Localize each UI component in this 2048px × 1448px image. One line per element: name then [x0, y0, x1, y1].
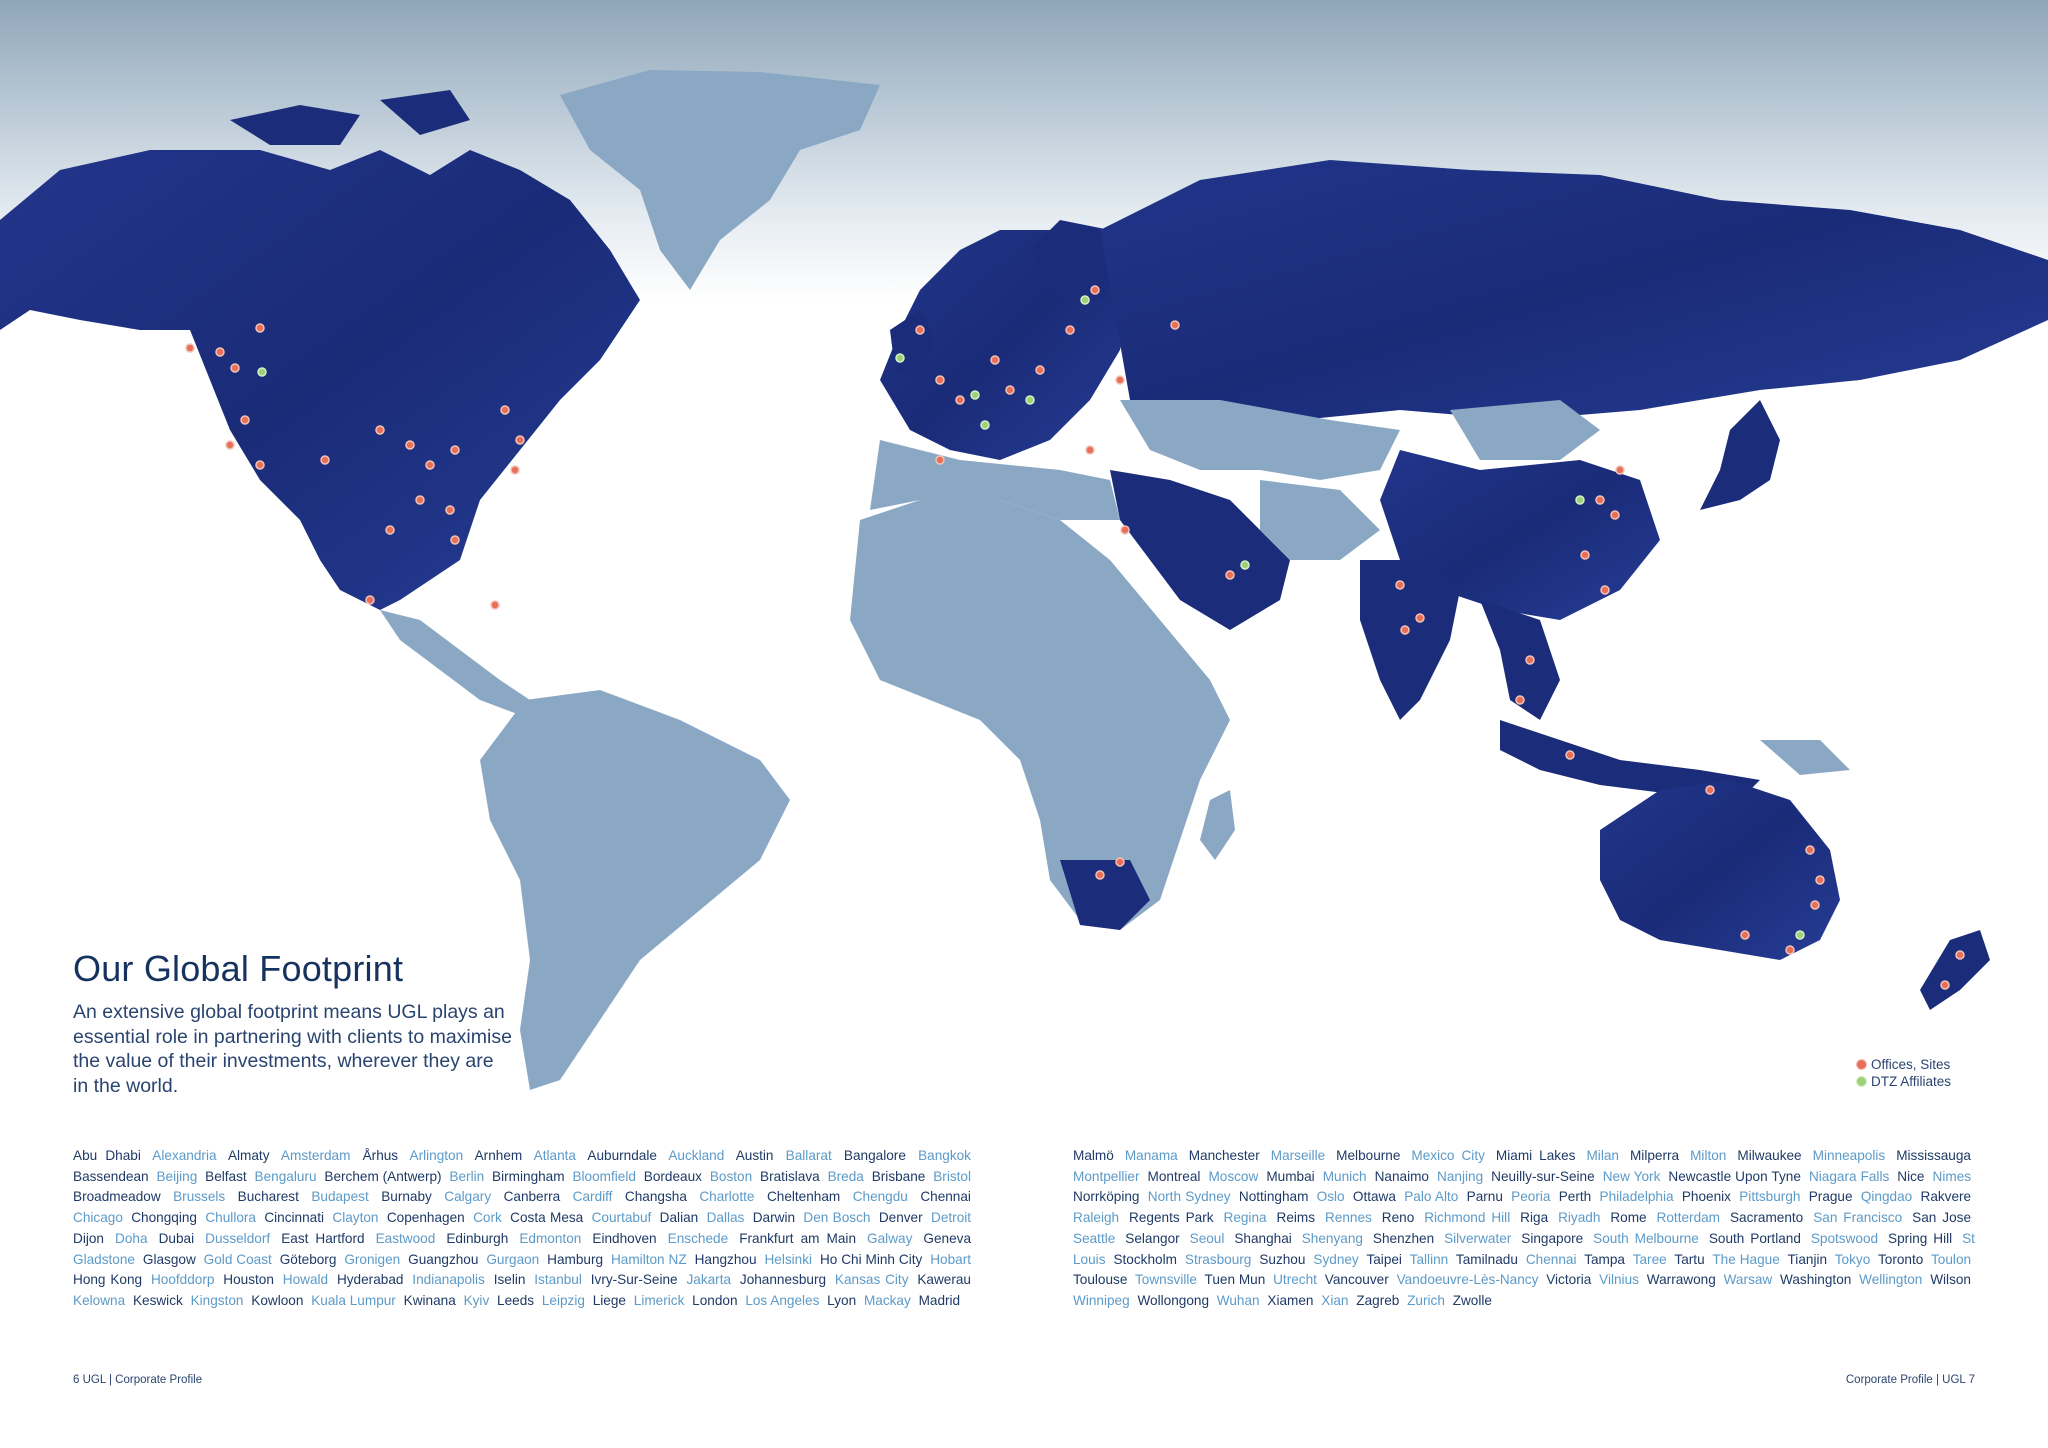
city-name: Chicago — [73, 1210, 123, 1226]
south-america — [480, 690, 790, 1090]
city-name: Regina — [1223, 1210, 1267, 1226]
city-name: Hobart — [930, 1251, 972, 1267]
city-name: Arlington — [409, 1148, 464, 1163]
city-name: Winnipeg — [1073, 1292, 1130, 1308]
city-name: Victoria — [1546, 1272, 1592, 1288]
city-name: Rakvere — [1920, 1189, 1972, 1205]
city-name: North Sydney — [1147, 1189, 1231, 1205]
city-name: Nottingham — [1238, 1189, 1309, 1205]
city-name: Bloomfield — [572, 1168, 636, 1184]
city-name: Liege — [592, 1292, 626, 1308]
city-name: Reno — [1381, 1210, 1415, 1226]
city-name: Pittsburgh — [1739, 1189, 1801, 1205]
papua-new-guinea — [1760, 740, 1850, 775]
city-name: Houston — [223, 1272, 274, 1288]
city-name: Abu Dhabi — [73, 1148, 141, 1163]
city-name: Xian — [1321, 1292, 1349, 1308]
city-name: Guangzhou — [408, 1251, 479, 1267]
city-name: Cheltenham — [766, 1189, 841, 1205]
city-name: Enschede — [667, 1230, 729, 1246]
city-name: Eindhoven — [592, 1230, 657, 1246]
city-name: Copenhagen — [386, 1210, 465, 1226]
city-name: Brisbane — [871, 1168, 926, 1184]
city-name: Hyderabad — [336, 1272, 404, 1288]
city-name: Spring Hill — [1888, 1230, 1953, 1246]
city-name: Budapest — [311, 1189, 369, 1205]
city-name: Sydney — [1313, 1251, 1359, 1267]
city-name: Shenzhen — [1372, 1230, 1435, 1246]
city-name: Milan — [1586, 1148, 1619, 1163]
city-name: Vancouver — [1324, 1272, 1389, 1288]
city-name: Kwinana — [403, 1292, 456, 1308]
city-name: Courtabuf — [591, 1210, 652, 1226]
city-name: Atlanta — [533, 1148, 576, 1163]
city-name: Changsha — [624, 1189, 687, 1205]
city-name: Nimes — [1932, 1168, 1972, 1184]
city-name: Silverwater — [1444, 1230, 1512, 1246]
city-name: Austin — [735, 1148, 774, 1163]
city-name: Newcastle Upon Tyne — [1668, 1168, 1801, 1184]
city-name: Mumbai — [1266, 1168, 1315, 1184]
city-name: Milwaukee — [1737, 1148, 1802, 1163]
city-name: Dijon — [73, 1230, 104, 1246]
city-name: Miami Lakes — [1495, 1148, 1576, 1163]
city-name: Amsterdam — [280, 1148, 351, 1163]
city-name: Vandoeuvre-Lès-Nancy — [1396, 1272, 1539, 1288]
city-name: Gold Coast — [203, 1251, 272, 1267]
city-name: Limerick — [633, 1292, 685, 1308]
city-name: Rome — [1610, 1210, 1647, 1226]
city-name: Chennai — [920, 1189, 971, 1205]
city-name: Den Bosch — [803, 1210, 871, 1226]
city-name: Toulouse — [1073, 1272, 1128, 1288]
city-name: Spotswood — [1810, 1230, 1879, 1246]
city-name: Montreal — [1147, 1168, 1201, 1184]
city-name: Taipei — [1366, 1251, 1402, 1267]
city-name: Alexandria — [152, 1148, 217, 1163]
city-name: Bratislava — [760, 1168, 820, 1184]
city-name: Canberra — [503, 1189, 561, 1205]
footer-right: Corporate Profile | UGL 7 — [1845, 1374, 1975, 1386]
city-name: Manama — [1124, 1148, 1178, 1163]
city-list-right — [1073, 1146, 1975, 1312]
city-name: Darwin — [752, 1210, 796, 1226]
city-name: Berchem (Antwerp) — [324, 1168, 442, 1184]
city-name: Kelowna — [73, 1292, 126, 1308]
city-name: Denver — [878, 1210, 923, 1226]
city-name: Broadmeadow — [73, 1189, 161, 1205]
city-name: Townsville — [1135, 1272, 1197, 1288]
city-name: Seoul — [1189, 1230, 1225, 1246]
footer-left: 6 UGL | Corporate Profile — [73, 1374, 203, 1386]
city-name: Kawerau — [917, 1272, 971, 1288]
office-marker-icon — [1856, 1059, 1867, 1070]
city-name: Los Angeles — [745, 1292, 820, 1308]
city-name: Edmonton — [519, 1230, 582, 1246]
city-name: Wuhan — [1216, 1292, 1260, 1308]
city-name: Breda — [827, 1168, 864, 1184]
city-name: South Portland — [1708, 1230, 1801, 1246]
city-name: Washington — [1780, 1272, 1852, 1288]
city-name: Istanbul — [534, 1272, 582, 1288]
city-name: Frankfurt am Main — [739, 1230, 856, 1246]
city-name: Chullora — [205, 1210, 256, 1226]
city-name: Xiamen — [1267, 1292, 1314, 1308]
legend-offices-label: Offices, Sites — [1871, 1057, 1951, 1072]
city-name: East Hartford — [281, 1230, 365, 1246]
city-name: Chengdu — [852, 1189, 908, 1205]
city-name: South Melbourne — [1593, 1230, 1699, 1246]
india — [1360, 560, 1460, 720]
city-name: Jakarta — [686, 1272, 732, 1288]
city-name: Tallinn — [1409, 1251, 1449, 1267]
city-name: Gronigen — [344, 1251, 401, 1267]
city-name: Reims — [1276, 1210, 1316, 1226]
iran — [1260, 480, 1380, 560]
city-name: Munich — [1322, 1168, 1367, 1184]
city-name: Berlin — [449, 1168, 485, 1184]
city-name: Ballarat — [785, 1148, 832, 1163]
city-name: Mexico City — [1411, 1148, 1485, 1163]
city-name: Howald — [282, 1272, 329, 1288]
city-name: Göteborg — [279, 1251, 337, 1267]
city-name: Dusseldorf — [205, 1230, 271, 1246]
city-name: Milton — [1690, 1148, 1727, 1163]
arctic-islands — [230, 90, 470, 145]
city-name: Nanjing — [1437, 1168, 1484, 1184]
legend-affiliates — [1856, 1073, 1951, 1090]
city-name: Charlotte — [699, 1189, 755, 1205]
city-name: Doha — [115, 1230, 148, 1246]
city-name: San Francisco — [1813, 1210, 1903, 1226]
city-name: Singapore — [1521, 1230, 1584, 1246]
city-name: Calgary — [444, 1189, 492, 1205]
city-name: Malmö — [1073, 1148, 1114, 1163]
north-america — [0, 150, 640, 610]
city-name: Århus — [362, 1148, 399, 1163]
city-name: Kyiv — [463, 1292, 490, 1308]
city-name: Chongqing — [131, 1210, 197, 1226]
city-name: Costa Mesa — [510, 1210, 584, 1226]
city-name: The Hague — [1712, 1251, 1780, 1267]
city-name: Ivry-Sur-Seine — [590, 1272, 678, 1288]
city-name: Dubai — [158, 1230, 195, 1246]
city-name: Perth — [1558, 1189, 1592, 1205]
city-name: Kowloon — [251, 1292, 304, 1308]
city-name: Glasgow — [142, 1251, 196, 1267]
legend-affiliates-label: DTZ Affiliates — [1871, 1074, 1952, 1089]
city-name: Cardiff — [572, 1189, 613, 1205]
city-name: Manchester — [1188, 1148, 1260, 1163]
city-name: Wellington — [1859, 1272, 1923, 1288]
city-name: Nanaimo — [1374, 1168, 1429, 1184]
city-name: Burnaby — [381, 1189, 432, 1205]
city-name: Mackay — [863, 1292, 911, 1308]
city-name: Tokyo — [1834, 1251, 1871, 1267]
city-name: Helsinki — [764, 1251, 813, 1267]
city-name: Brussels — [173, 1189, 226, 1205]
city-name: Bristol — [933, 1168, 971, 1184]
city-name: Beijing — [156, 1168, 198, 1184]
city-name: Toulon — [1931, 1251, 1972, 1267]
city-name: Norrköping — [1073, 1189, 1140, 1205]
city-name: Gladstone — [73, 1251, 135, 1267]
city-name: Warrawong — [1646, 1272, 1716, 1288]
city-name: Ho Chi Minh City — [819, 1251, 923, 1267]
city-name: Almaty — [227, 1148, 270, 1163]
city-name: St Louis — [1073, 1230, 1975, 1267]
city-name: Montpellier — [1073, 1168, 1140, 1184]
city-name: Gurgaon — [486, 1251, 540, 1267]
city-name: Hoofddorp — [150, 1272, 215, 1288]
city-name: Wilson — [1930, 1272, 1971, 1288]
city-name: Eastwood — [375, 1230, 436, 1246]
city-name: Tamilnadu — [1455, 1251, 1518, 1267]
city-name: Selangor — [1125, 1230, 1180, 1246]
city-name: Regents Park — [1129, 1210, 1214, 1226]
city-name: London — [692, 1292, 738, 1308]
city-name: Shenyang — [1301, 1230, 1363, 1246]
city-name: Niagara Falls — [1808, 1168, 1890, 1184]
city-name: Kuala Lumpur — [311, 1292, 396, 1308]
city-name: Toronto — [1877, 1251, 1924, 1267]
city-name: New York — [1602, 1168, 1661, 1184]
city-name: Zurich — [1407, 1292, 1445, 1308]
city-name: Galway — [867, 1230, 913, 1246]
city-name: Rennes — [1324, 1210, 1372, 1226]
city-name: Bucharest — [237, 1189, 299, 1205]
city-name: San Jose — [1912, 1210, 1972, 1226]
city-name: Riyadh — [1558, 1210, 1601, 1226]
city-name: Kansas City — [834, 1272, 909, 1288]
city-name: Riga — [1520, 1210, 1549, 1226]
city-name: Tuen Mun — [1204, 1272, 1266, 1288]
city-name: Warsaw — [1723, 1272, 1773, 1288]
city-list-left — [73, 1146, 975, 1312]
city-name: Phoenix — [1681, 1189, 1731, 1205]
city-name: Palo Alto — [1404, 1189, 1459, 1205]
city-name: Cincinnati — [264, 1210, 325, 1226]
city-name: Shanghai — [1234, 1230, 1292, 1246]
city-name: Leipzig — [541, 1292, 585, 1308]
city-name: Boston — [709, 1168, 753, 1184]
intro-paragraph: An extensive global footprint means UGL plays an essential role in partnering with clients to maximise the value of their investments, wherever they are in the world. — [73, 1001, 512, 1097]
city-name: Birmingham — [492, 1168, 565, 1184]
city-name: Prague — [1808, 1189, 1853, 1205]
city-name: Johannesburg — [739, 1272, 827, 1288]
city-name: Taree — [1632, 1251, 1667, 1267]
city-name: Stockholm — [1113, 1251, 1177, 1267]
city-name: Bangkok — [918, 1148, 971, 1163]
city-name: Bengaluru — [254, 1168, 317, 1184]
city-name: Philadelphia — [1599, 1189, 1674, 1205]
city-name: Dalian — [659, 1210, 699, 1226]
city-name: Hamilton NZ — [610, 1251, 687, 1267]
city-name: Milperra — [1629, 1148, 1680, 1163]
city-name: Cork — [473, 1210, 502, 1226]
city-name: Belfast — [205, 1168, 247, 1184]
city-name: Auburndale — [587, 1148, 657, 1163]
city-name: Madrid — [918, 1292, 961, 1308]
city-name: Hamburg — [547, 1251, 604, 1267]
city-name: Bassendean — [73, 1168, 149, 1184]
new-zealand — [1920, 930, 1990, 1010]
city-name: Wollongong — [1137, 1292, 1209, 1308]
city-name: Utrecht — [1273, 1272, 1317, 1288]
city-name: Rotterdam — [1656, 1210, 1721, 1226]
city-name: Zagreb — [1356, 1292, 1400, 1308]
city-name: Arnhem — [474, 1148, 523, 1163]
city-name: Edinburgh — [446, 1230, 509, 1246]
city-name: Parnu — [1466, 1189, 1503, 1205]
city-name: Melbourne — [1336, 1148, 1401, 1163]
city-name: Richmond Hill — [1424, 1210, 1511, 1226]
city-name: Nice — [1897, 1168, 1925, 1184]
city-name: Bangalore — [843, 1148, 906, 1163]
city-name: Tianjin — [1787, 1251, 1828, 1267]
city-name: Detroit — [931, 1210, 972, 1226]
city-name: Bordeaux — [643, 1168, 702, 1184]
japan — [1700, 400, 1780, 510]
city-name: Mississauga — [1896, 1148, 1971, 1163]
central-america — [380, 610, 530, 715]
city-name: Raleigh — [1073, 1210, 1120, 1226]
city-name: Iselin — [493, 1272, 526, 1288]
city-name: Indianapolis — [412, 1272, 485, 1288]
city-name: Auckland — [668, 1148, 725, 1163]
city-name: Vilnius — [1599, 1272, 1639, 1288]
city-name: Keswick — [132, 1292, 183, 1308]
city-name: Seattle — [1073, 1230, 1116, 1246]
city-name: Geneva — [923, 1230, 972, 1246]
city-name: Dallas — [706, 1210, 745, 1226]
city-name: Strasbourg — [1184, 1251, 1252, 1267]
city-name: Lyon — [827, 1292, 857, 1308]
city-name: Suzhou — [1259, 1251, 1306, 1267]
city-name: Leeds — [497, 1292, 535, 1308]
city-name: Chennai — [1525, 1251, 1577, 1267]
russia — [1100, 160, 2048, 420]
city-name: Neuilly-sur-Seine — [1491, 1168, 1595, 1184]
city-name: Peoria — [1511, 1189, 1551, 1205]
city-name: Qingdao — [1860, 1189, 1913, 1205]
city-name: Moscow — [1208, 1168, 1259, 1184]
city-name: Zwolle — [1452, 1292, 1492, 1308]
madagascar — [1200, 790, 1235, 860]
city-name: Hong Kong — [73, 1272, 143, 1288]
city-name: Tampa — [1584, 1251, 1625, 1267]
city-name: Marseille — [1270, 1148, 1326, 1163]
city-name: Clayton — [332, 1210, 379, 1226]
city-name: Oslo — [1316, 1189, 1345, 1205]
page-title: Our Global Footprint — [73, 948, 404, 989]
city-name: Minneapolis — [1812, 1148, 1886, 1163]
city-name: Sacramento — [1729, 1210, 1804, 1226]
city-name: Tartu — [1674, 1251, 1705, 1267]
city-name: Kingston — [190, 1292, 244, 1308]
legend-offices — [1856, 1056, 1951, 1073]
city-name: Hangzhou — [694, 1251, 757, 1267]
city-name: Ottawa — [1352, 1189, 1396, 1205]
map-legend — [1856, 1056, 1951, 1090]
affiliate-marker-icon — [1856, 1076, 1867, 1087]
